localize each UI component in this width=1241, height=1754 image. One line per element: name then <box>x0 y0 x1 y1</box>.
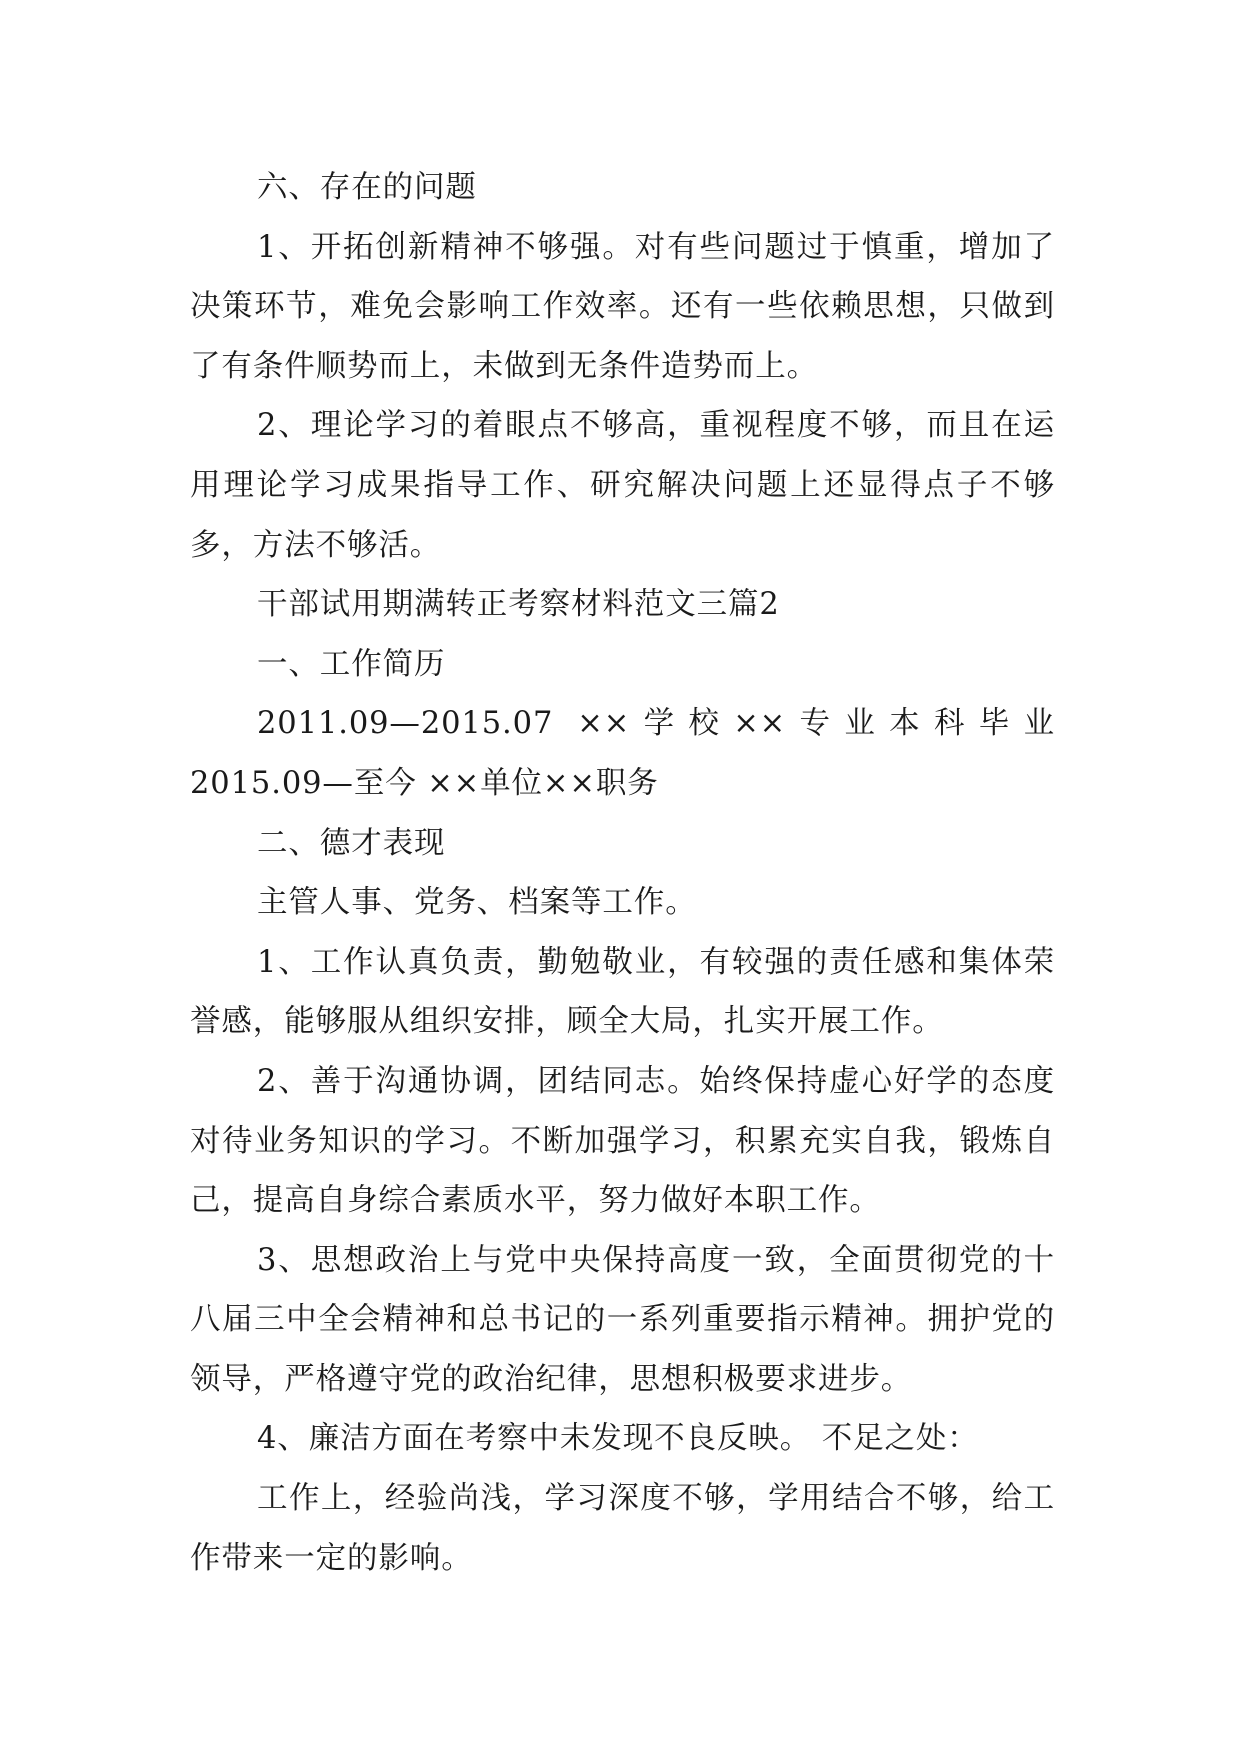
performance-item-4: 4、廉洁方面在考察中未发现不良反映。 不足之处： <box>257 1421 979 1457</box>
document-subtitle: 干部试用期满转正考察材料范文三篇2 <box>257 587 780 623</box>
section-heading-work-history: 一、工作简历 <box>257 646 446 682</box>
section-heading-performance: 二、德才表现 <box>257 825 446 861</box>
shortcomings-text: 工作上，经验尚浅，学习深度不够，学用结合不够，给工作带来一定的影响。 <box>190 1481 1055 1576</box>
problem-item-2: 2、理论学习的着眼点不够高，重视程度不够，而且在运用理论学习成果指导工作、研究解决问题上还显得点子不够多，方法不够活。 <box>190 408 1055 563</box>
work-history-entry-1: 2011.09—2015.07 ××学校××专业本科毕业 <box>257 706 1055 742</box>
performance-item-1: 1、工作认真负责，勤勉敬业，有较强的责任感和集体荣誉感，能够服从组织安排，顾全大局，扎实开展工作。 <box>190 944 1055 1040</box>
section-heading-problems: 六、存在的问题 <box>257 170 477 205</box>
performance-intro: 主管人事、党务、档案等工作。 <box>257 885 697 921</box>
performance-item-2: 2、善于沟通协调，团结同志。始终保持虚心好学的态度对待业务知识的学习。不断加强学习，积累充实自我，锻炼自己，提高自身综合素质水平，努力做好本职工作。 <box>190 1063 1055 1219</box>
work-history-entry-2: 2015.09—至今 ××单位××职务 <box>190 765 659 801</box>
performance-item-3: 3、思想政治上与党中央保持高度一致，全面贯彻党的十八届三中全会精神和总书记的一系列重要指示精神。拥护党的领导，严格遵守党的政治纪律，思想积极要求进步。 <box>190 1242 1055 1397</box>
document-body <box>190 158 1055 1588</box>
problem-item-1: 1、开拓创新精神不够强。对有些问题过于慎重，增加了决策环节，难免会影响工作效率。还有一些依赖思想，只做到了有条件顺势而上，未做到无条件造势而上。 <box>190 229 1055 384</box>
